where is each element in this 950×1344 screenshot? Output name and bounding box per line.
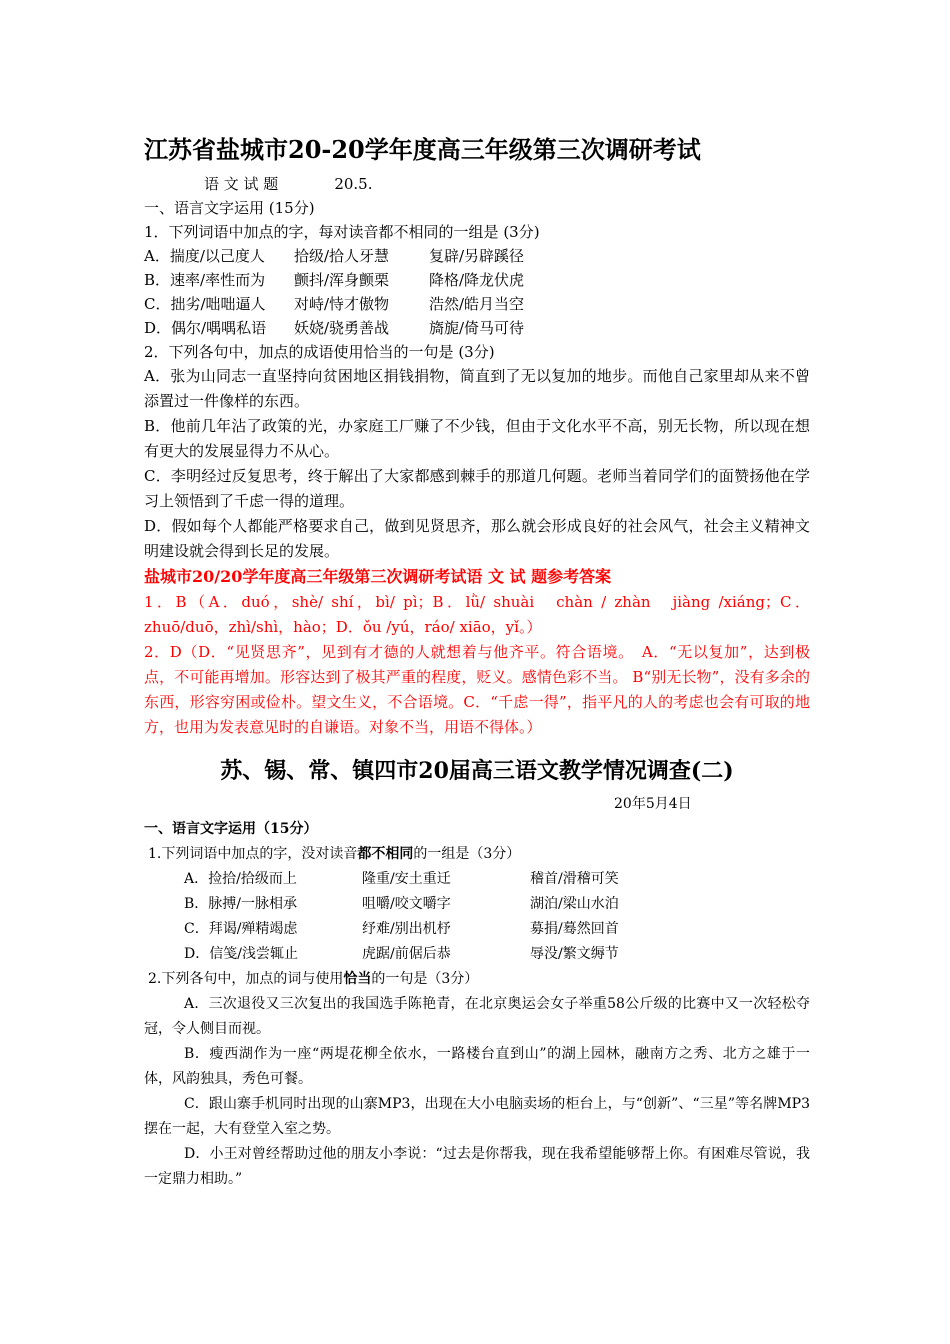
survey-date: 20年5月4日	[614, 796, 692, 812]
answer-key-title: 盐城市20/20学年度高三年级第三次调研考试语 文 试 题参考答案	[144, 567, 612, 586]
question-2-option-b: B．他前几年沾了政策的光，办家庭工厂赚了不少钱，但由于文化水平不高，别无长物，所以现在想有更大的发展显得力不从心。	[144, 417, 810, 460]
question-1-option-a: A．揣度/以己度人 拾级/拾人牙慧 复辟/另辟蹊径	[144, 247, 525, 265]
question-1-option-d: D．偶尔/喁喁私语 妖娆/骁勇善战 旖旎/倚马可待	[144, 319, 525, 337]
survey-question-2-option-d: D．小王对曾经帮助过他的朋友小李说：“过去是你帮我，现在我希望能够帮上你。有困难尽管说，我一定鼎力相助。”	[144, 1146, 810, 1187]
exam-subhead	[144, 172, 810, 196]
answer-1: 1．B（A．duó，shè/ shí，bì/ pì；B．lǜ/ shuài chàn / zhàn jiàng /xiáng；C．zhuō/duō，zhì/shì，hào；D．ǒu /yú，ráo/ xiāo，yǐ。）	[144, 593, 810, 636]
question-2-stem: 2．下列各句中，加点的成语使用恰当的一句是 (3分)	[144, 343, 495, 361]
exam-title: 江苏省盐城市20-20学年度高三年级第三次调研考试	[144, 135, 701, 164]
question-1-stem: 1．下列词语中加点的字，每对读音都不相同的一组是 (3分)	[144, 223, 540, 241]
question-1-option-b: B．速率/率性而为 颤抖/浑身颤栗 降格/降龙伏虎	[144, 271, 525, 289]
question-2-option-c: C．李明经过反复思考，终于解出了大家都感到棘手的那道几何题。老师当着同学们的面赞扬他在学习上领悟到了千虑一得的道理。	[144, 467, 810, 510]
section-heading: 一、语言文字运用 (15分)	[144, 199, 315, 217]
question-1-option-c: C．拙劣/咄咄逼人 对峙/恃才傲物 浩然/皓月当空	[144, 295, 525, 313]
survey-title: 苏、锡、常、镇四市20届高三语文教学情况调查(二)	[220, 758, 734, 784]
survey-section-heading: 一、语言文字运用（15分）	[144, 821, 318, 837]
survey-question-2-option-a: A．三次退役又三次复出的我国选手陈艳青，在北京奥运会女子举重58公斤级的比赛中又一次轻松夺冠，令人侧目而视。	[144, 996, 810, 1037]
answer-2: 2．D（D．“见贤思齐”，见到有才德的人就想着与他齐平。符合语境。 A．“无以复加”，达到极点，不可能再增加。形容达到了极其严重的程度，贬义。感情色彩不当。 B“别无长物”，没有多余的东西，形容穷困或俭朴。望文生义，不合语境。C．“千虑一得”，指平凡的人的考虑也会有可取的地方，也用为发表意见时的自谦语。对象不当，用语不得体。）	[144, 643, 810, 736]
survey-question-2-stem: 2.下列各句中，加点的词与使用恰当的一句是（3分）	[148, 971, 479, 987]
survey-question-2-option-c: C．跟山寨手机同时出现的山寨MP3，出现在大小电脑卖场的柜台上，与“创新”、“三星”等名牌MP3摆在一起，大有登堂入室之势。	[144, 1096, 810, 1137]
survey-question-1-option-d: D．信笺/浅尝辄止 虎踞/前倨后恭 辱没/繁文缛节	[184, 946, 619, 962]
survey-question-2-option-b: B．瘦西湖作为一座“两堤花柳全依水，一路楼台直到山”的湖上园林，融南方之秀、北方之雄于一体，风韵独具，秀色可餐。	[144, 1046, 810, 1087]
exam-subject: 语 文 试 题	[204, 175, 279, 193]
survey-question-1-stem: 1.下列词语中加点的字，没对读音都不相同的一组是（3分）	[148, 846, 521, 862]
question-2-option-d: D．假如每个人都能严格要求自己，做到见贤思齐，那么就会形成良好的社会风气，社会主义精神文明建设就会得到长足的发展。	[144, 517, 810, 560]
survey-question-1-option-b: B．脉搏/一脉相承 咀嚼/咬文嚼字 湖泊/梁山水泊	[184, 896, 619, 912]
survey-question-1-option-c: C．拜谒/殚精竭虑 纾难/别出机杼 募捐/蓦然回首	[184, 921, 619, 937]
document-page	[144, 128, 810, 1192]
question-2-option-a: A．张为山同志一直坚持向贫困地区捐钱捐物，简直到了无以复加的地步。而他自己家里却从来不曾添置过一件像样的东西。	[144, 367, 810, 410]
survey-question-1-option-a: A．捡拾/拾级而上 隆重/安土重迁 稽首/滑稽可笑	[184, 871, 619, 887]
exam-date: 20.5.	[334, 175, 373, 193]
